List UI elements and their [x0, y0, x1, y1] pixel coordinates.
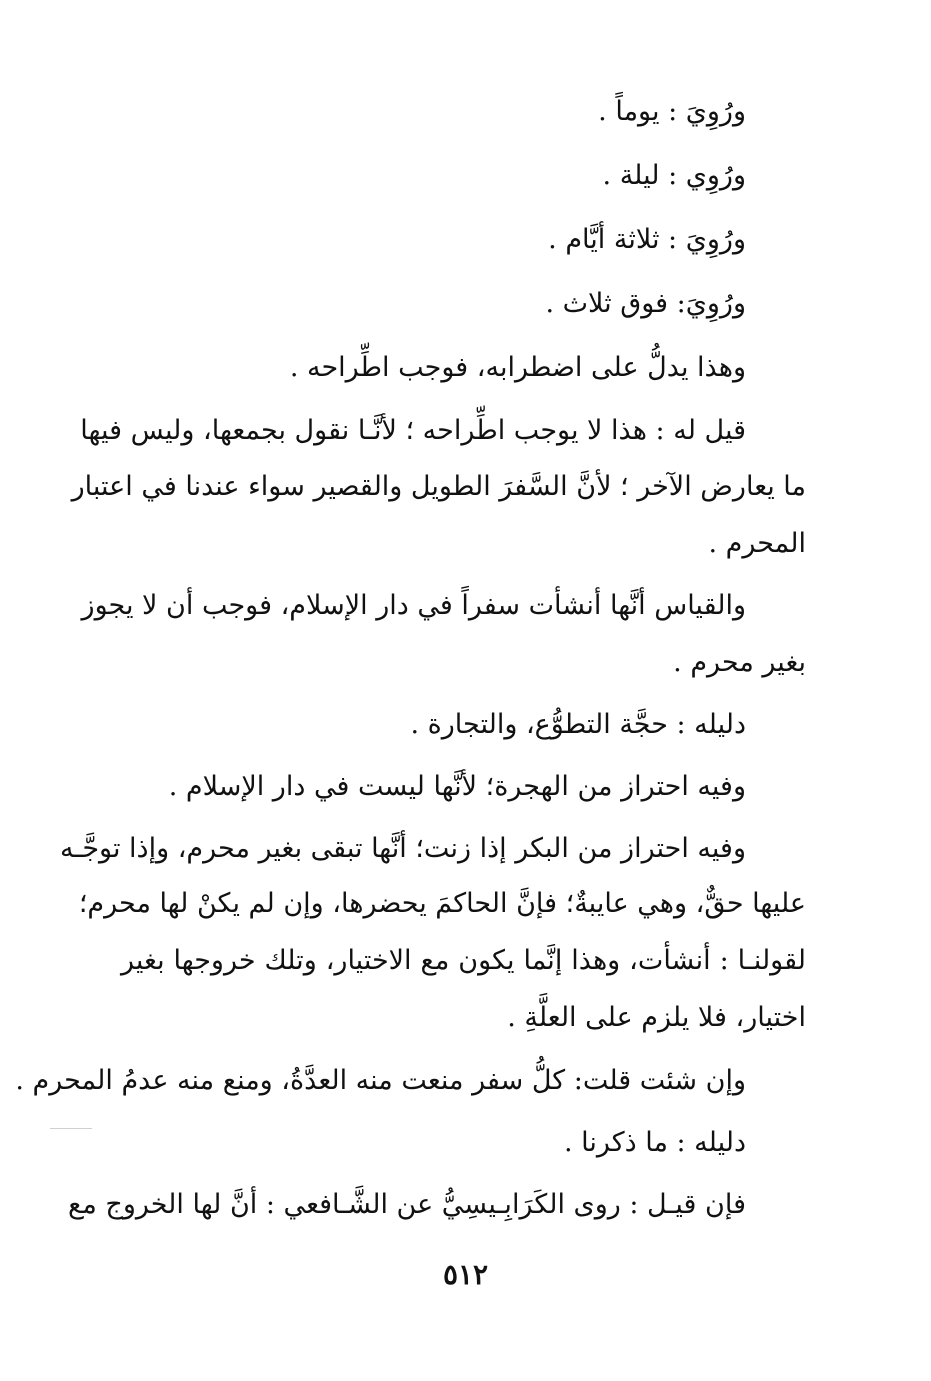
text-line: المحرم . — [708, 528, 806, 559]
text-line: دليله : ما ذكرنا . — [563, 1127, 746, 1158]
text-line: ورُوِيَ : يوماً . — [598, 96, 746, 127]
text-line: وإن شئت قلت: كلُّ سفر منعت منه العدَّةُ، ومنع منه عدمُ المحرم . — [15, 1065, 746, 1096]
text-line: ورُوِيَ : ثلاثة أيَّام . — [548, 224, 746, 255]
text-line: وفيه احتراز من البكر إذا زنت؛ أنَّها تبقى بغير محرم، وإذا توجَّـه — [59, 833, 746, 864]
text-line: وفيه احتراز من الهجرة؛ لأنَّها ليست في دار الإسلام . — [168, 771, 746, 802]
page-number: ٥١٢ — [442, 1258, 489, 1291]
scan-mark — [50, 1128, 92, 1129]
text-line: اختيار، فلا يلزم على العلَّةِ . — [507, 1002, 806, 1033]
text-line: لقولنـا : أنشأت، وهذا إنَّما يكون مع الاختيار، وتلك خروجها بغير — [121, 945, 806, 976]
text-line: فإن قيـل : روى الكَرَابِـيسِيُّ عن الشَّـافعي : أنَّ لها الخروج مع — [67, 1189, 746, 1220]
text-line: ورُوِي : ليلة . — [602, 160, 746, 191]
text-line: قيل له : هذا لا يوجب اطِّراحه ؛ لأنَّـا نقول بجمعها، وليس فيها — [80, 415, 746, 446]
text-line: بغير محرم . — [673, 647, 806, 678]
text-line: دليله : حجَّة التطوُّع، والتجارة . — [410, 709, 746, 740]
text-line: ورُوِيَ: فوق ثلاث . — [545, 288, 746, 319]
text-line: وهذا يدلُّ على اضطرابه، فوجب اطِّراحه . — [289, 352, 746, 383]
text-line: عليها حقٌّ، وهي عايبةٌ؛ فإنَّ الحاكمَ يحضرها، وإن لم يكنْ لها محرم؛ — [78, 888, 806, 919]
text-line: والقياس أنَّها أنشأت سفراً في دار الإسلام، فوجب أن لا يجوز — [81, 590, 746, 621]
text-line: ما يعارض الآخر ؛ لأنَّ السَّفرَ الطويل والقصير سواء عندنا في اعتبار — [71, 471, 806, 502]
